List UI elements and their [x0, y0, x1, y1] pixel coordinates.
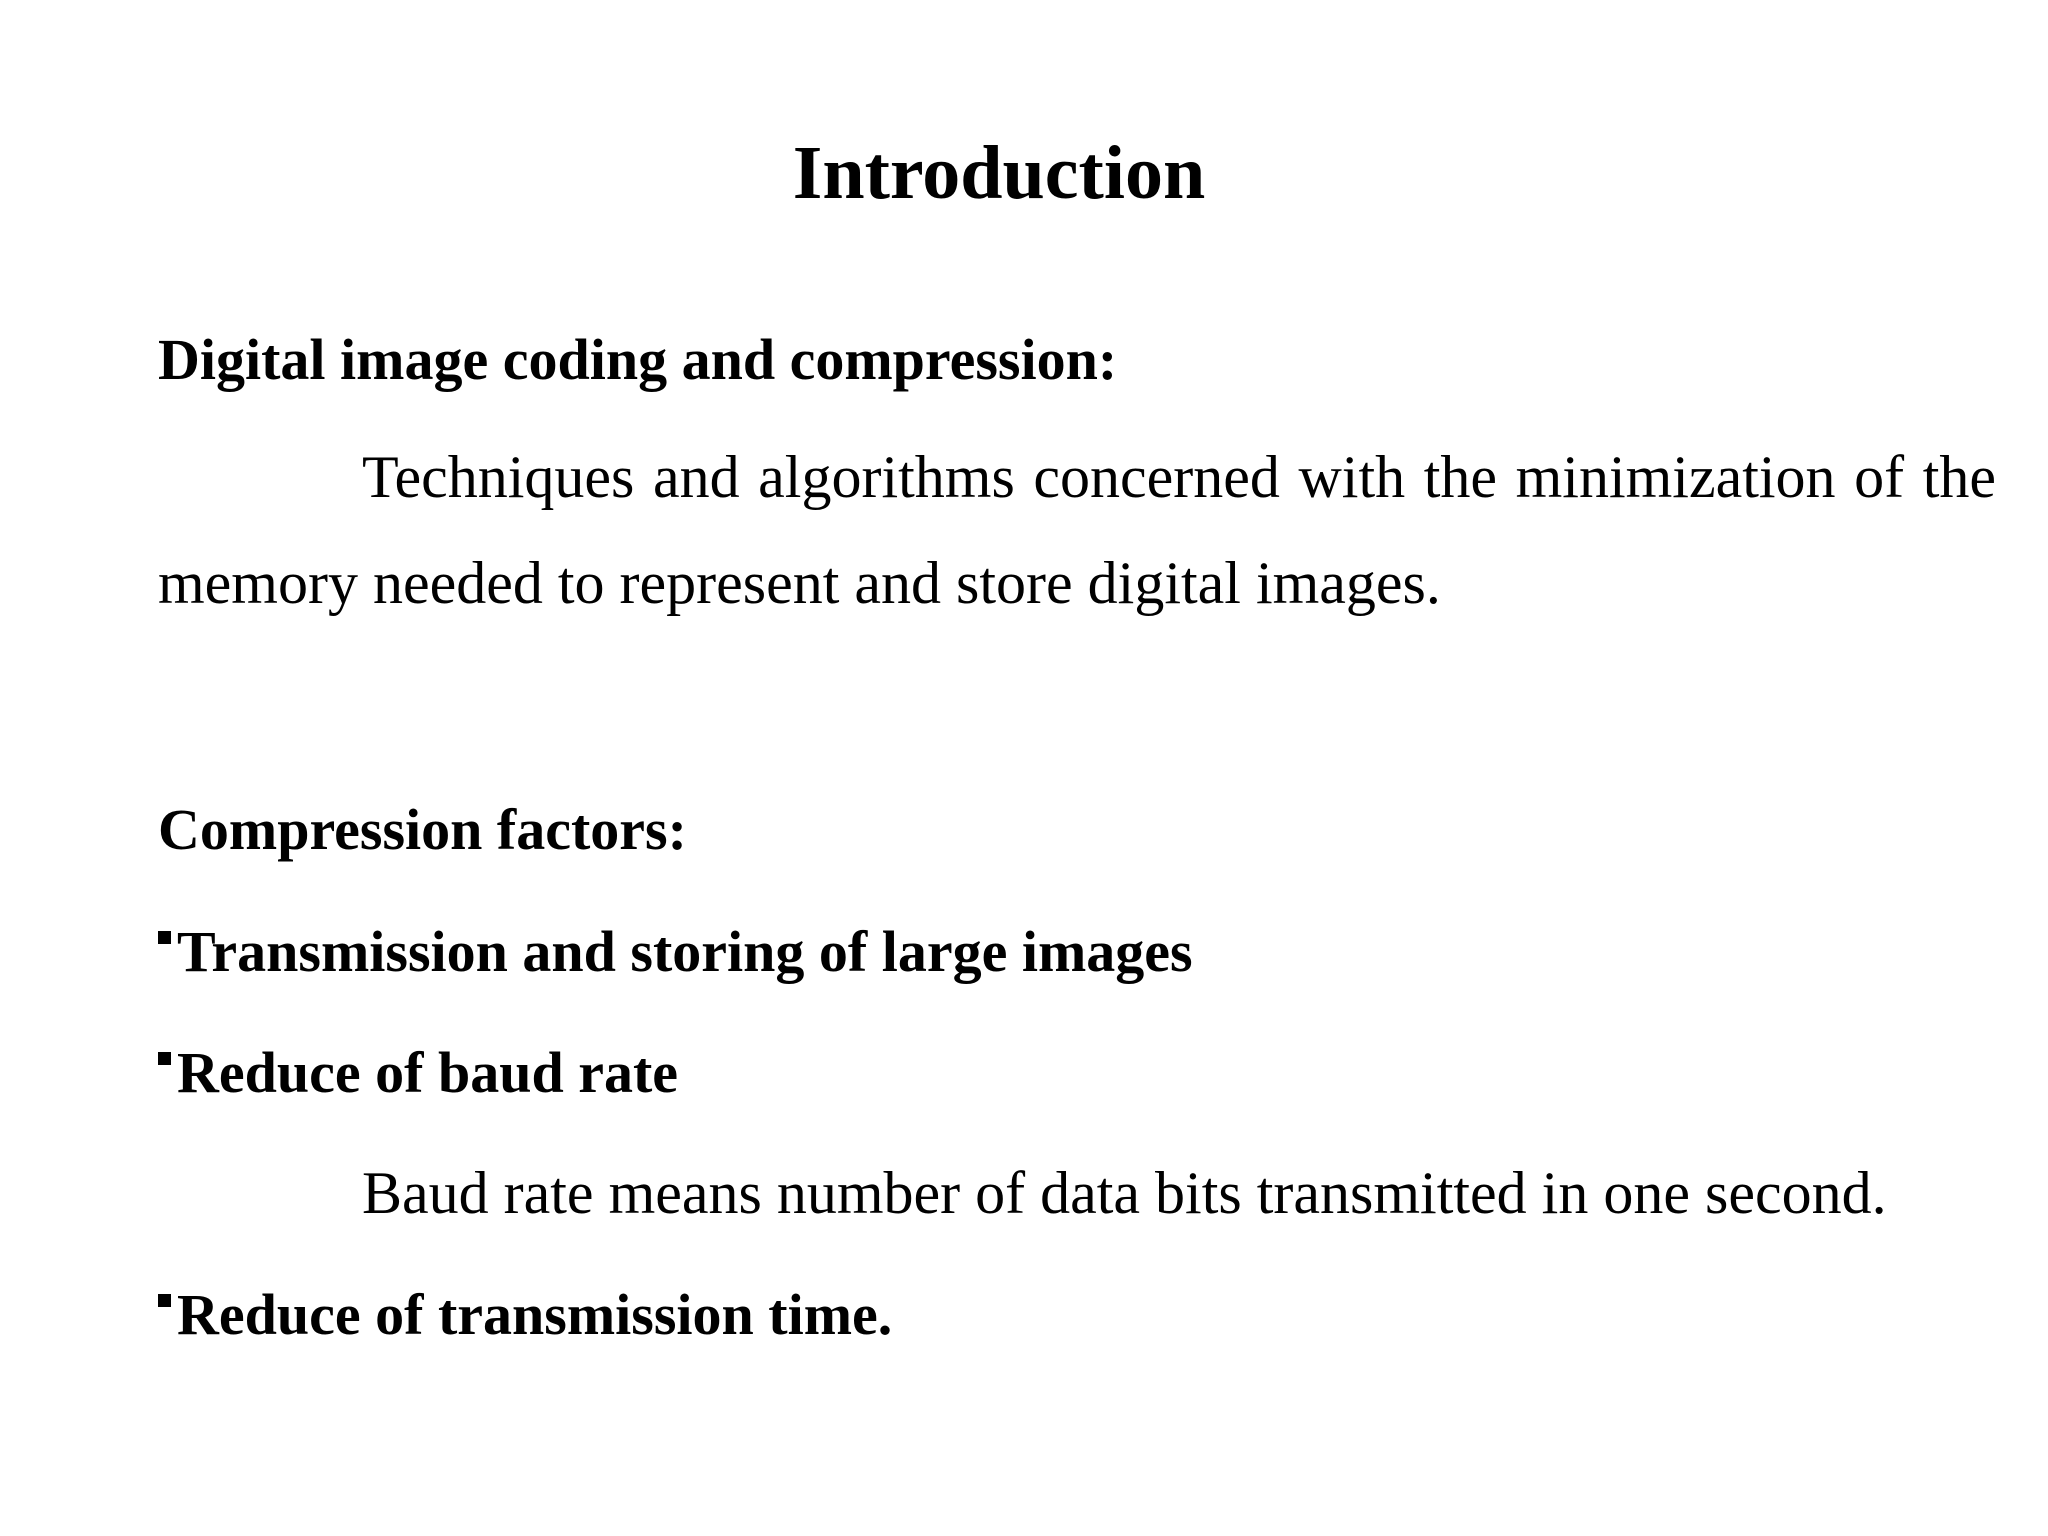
section-paragraph-definition: Techniques and algorithms concerned with the minimization of the memory needed to represent and store digital images. — [158, 444, 1996, 616]
bullet-item-label: Transmission and storing of large images — [177, 919, 1193, 984]
section-heading-compression-factors: Compression factors: — [158, 797, 687, 862]
baud-rate-definition: Baud rate means number of data bits transmitted in one second. — [362, 1160, 1887, 1226]
section-heading-digital-image-coding: Digital image coding and compression: — [158, 327, 1118, 392]
bullet-item-label: Reduce of transmission time. — [177, 1282, 893, 1347]
square-bullet-icon — [158, 931, 171, 944]
bullet-item-reduce-baud-rate — [158, 1038, 678, 1108]
square-bullet-icon — [158, 1052, 171, 1065]
page-title: Introduction — [792, 131, 1206, 215]
bullet-item-label: Reduce of baud rate — [177, 1040, 679, 1105]
bullet-item-transmission-storing — [158, 917, 1193, 987]
bullet-item-reduce-transmission-time — [158, 1280, 892, 1350]
square-bullet-icon — [158, 1294, 171, 1307]
